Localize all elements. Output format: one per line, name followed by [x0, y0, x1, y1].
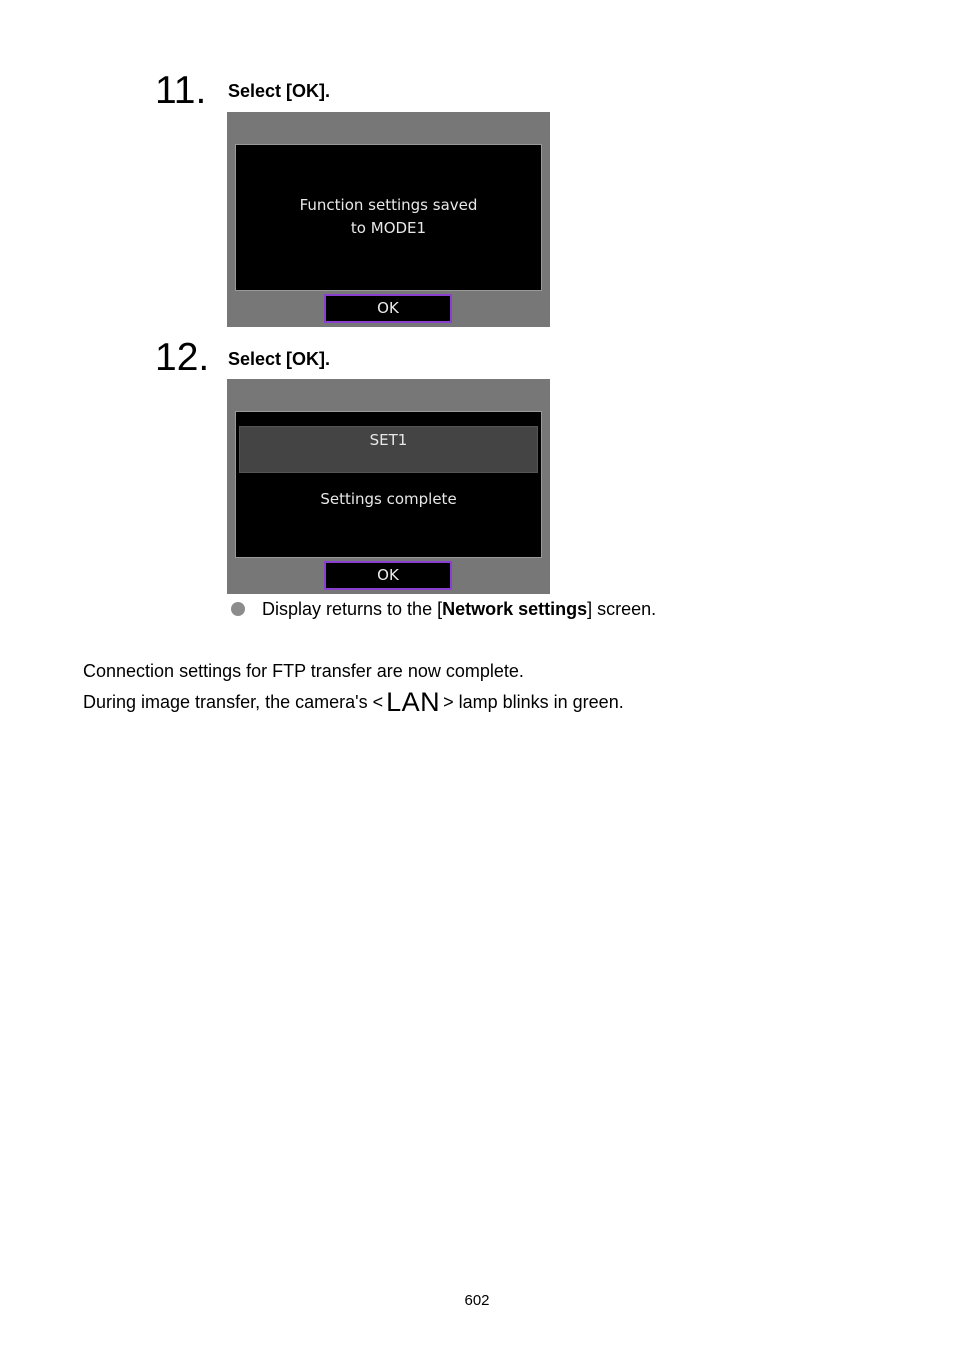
camera-message: Settings complete	[320, 490, 457, 508]
bullet-text-bold: Network settings	[442, 599, 588, 619]
summary-line1: Connection settings for FTP transfer are now complete.	[83, 661, 524, 681]
ok-button: OK	[324, 561, 452, 590]
step-number-12: 12.	[155, 336, 210, 379]
summary-line2-suffix: > lamp blinks in green.	[443, 692, 624, 712]
step-number-11: 11.	[155, 69, 207, 112]
camera-message-line2: to MODE1	[350, 219, 427, 237]
camera-message-panel	[235, 144, 542, 291]
bullet-text-prefix: Display returns to the [	[262, 599, 443, 619]
camera-header-text: SET1	[369, 431, 408, 449]
bullet-text	[262, 599, 656, 621]
page-number: 602	[464, 1292, 490, 1309]
bullet-icon	[231, 602, 245, 616]
camera-message-panel	[235, 411, 542, 558]
camera-screen-function-saved	[227, 112, 550, 327]
step-title-12: Select [OK].	[228, 349, 331, 369]
ok-button: OK	[324, 294, 452, 323]
camera-screen-settings-complete	[227, 379, 550, 594]
bullet-text-suffix: ] screen.	[587, 599, 657, 619]
lan-icon: LAN	[386, 687, 441, 717]
camera-header-band	[239, 426, 538, 473]
step-title-11: Select [OK].	[228, 81, 331, 101]
summary-line2-prefix: During image transfer, the camera's <	[83, 692, 384, 712]
camera-message-line1: Function settings saved	[299, 196, 478, 214]
summary-line2	[83, 686, 624, 718]
